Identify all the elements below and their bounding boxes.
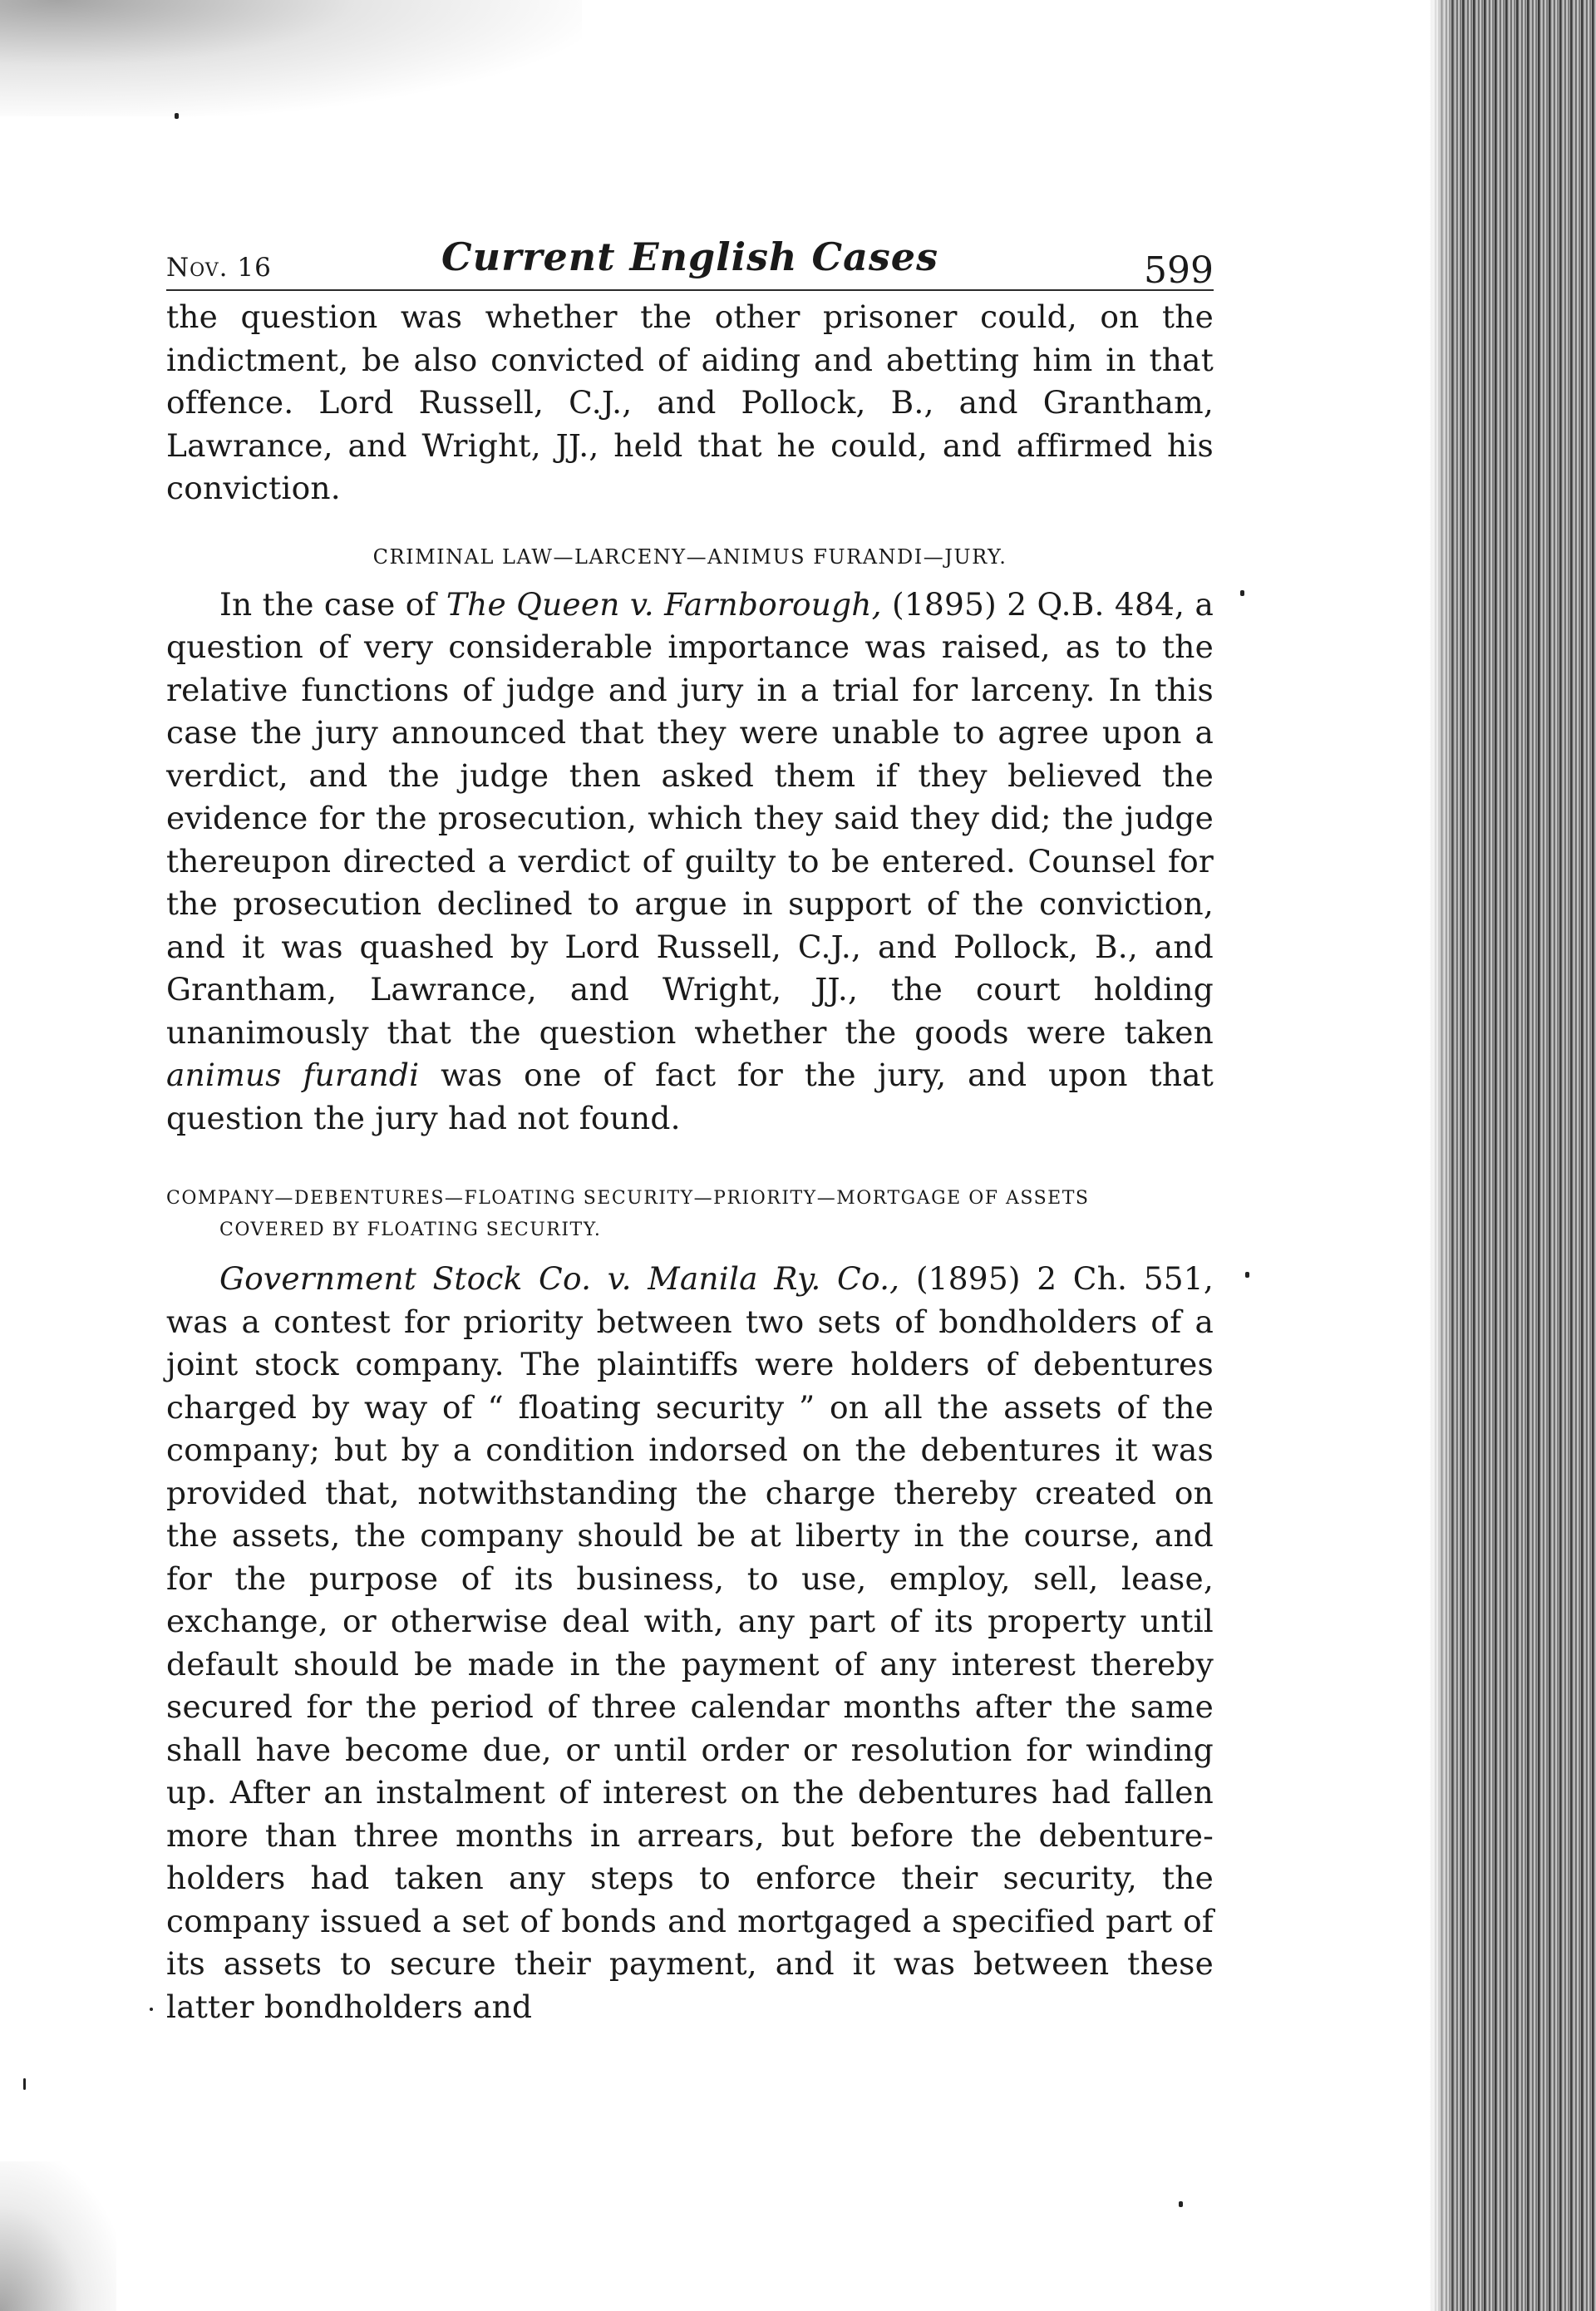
header-rule	[166, 289, 1214, 291]
scan-speck	[175, 113, 179, 119]
continued-paragraph: the question was whether the other prisoner could, on the indictment, be also convicted of aiding and abetting him in that offence. Lord Russell, C.J., and Pollock, B., and Grantham, Lawrance, and Wright, JJ., held that he could, and affirmed his conviction.	[166, 298, 1214, 506]
scan-shadow-top-left	[0, 0, 582, 116]
running-head-title: Current English Cases	[441, 234, 938, 279]
section-heading-criminal-law: CRIMINAL LAW—LARCENY—ANIMUS FURANDI—JURY.	[372, 544, 1007, 569]
page-content	[166, 231, 1214, 2028]
latin-phrase: animus furandi	[166, 1057, 420, 1093]
paragraph-government-stock	[166, 1258, 1214, 2028]
body-text: (1895) 2 Q.B. 484, a question of very considerable importance was raised, as to the relative functions of judge and jury in a trial for larceny. In this case the jury announced that they were unable to agree upon a verdict, and the judge then asked them if they believed the evidence for the prosecution, which they said they did; the judge thereupon directed a verdict of guilty to be entered. Counsel for the prosecution declined to argue in support of the conviction, and it was quashed by Lord Russell, C.J., and Pollock, B., and Grantham, Lawrance, and Wright, JJ., the court holding unanimously that the question whether the goods were taken	[166, 585, 1214, 1051]
scan-speck	[1240, 590, 1244, 596]
scan-speck	[1179, 2201, 1183, 2207]
page-edge-shadow	[1430, 0, 1596, 2311]
heading-line-1: COMPANY—DEBENTURES—FLOATING SECURITY—PRIORITY—MORTGAGE OF ASSETS	[166, 1188, 1090, 1209]
body-text: (1895) 2 Ch. 551, was a contest for priority between two sets of bondholders of a joint stock company. The plaintiffs were holders of debentures charged by way of “ floating security ” on all the assets of the company; but by a condition indorsed on the debentures it was provided that, notwithstanding the charge thereby created on the assets, the company should be at liberty in the course, and for the purpose of its business, to use, employ, sell, lease, exchange, or otherwise deal with, any part of its property until default should be made in the payment of any interest thereby secured for the period of three calendar months after the same shall have become due, or until order or resolution for winding up. After an instalment of interest on the debentures had fallen more than three months in arrears, but before the debenture-holders had taken any steps to enforce their security, the company issued a set of bonds and mortgaged a specified part of its assets to secure their payment, and it was between these latter bondholders and	[166, 1260, 1214, 2025]
page-number: 599	[1144, 249, 1214, 292]
case-name: Government Stock Co. v. Manila Ry. Co.,	[219, 1260, 900, 1297]
section-heading-company	[166, 1183, 1214, 1246]
running-head	[166, 231, 1214, 292]
scan-shadow-bottom-left	[0, 2161, 116, 2311]
scan-speck	[23, 2078, 26, 2090]
tail-text: was one of fact for the jury, and upon that question the jury had not found.	[166, 1057, 1214, 1136]
lead-text: In the case of	[219, 585, 446, 623]
scan-speck	[1245, 1272, 1249, 1278]
heading-line-2: COVERED BY FLOATING SECURITY.	[219, 1220, 602, 1240]
scan-speck	[150, 2008, 153, 2011]
paragraph-farnborough	[166, 584, 1214, 1141]
running-head-date: Nov. 16	[166, 253, 272, 283]
case-name: The Queen v. Farnborough,	[446, 585, 882, 623]
